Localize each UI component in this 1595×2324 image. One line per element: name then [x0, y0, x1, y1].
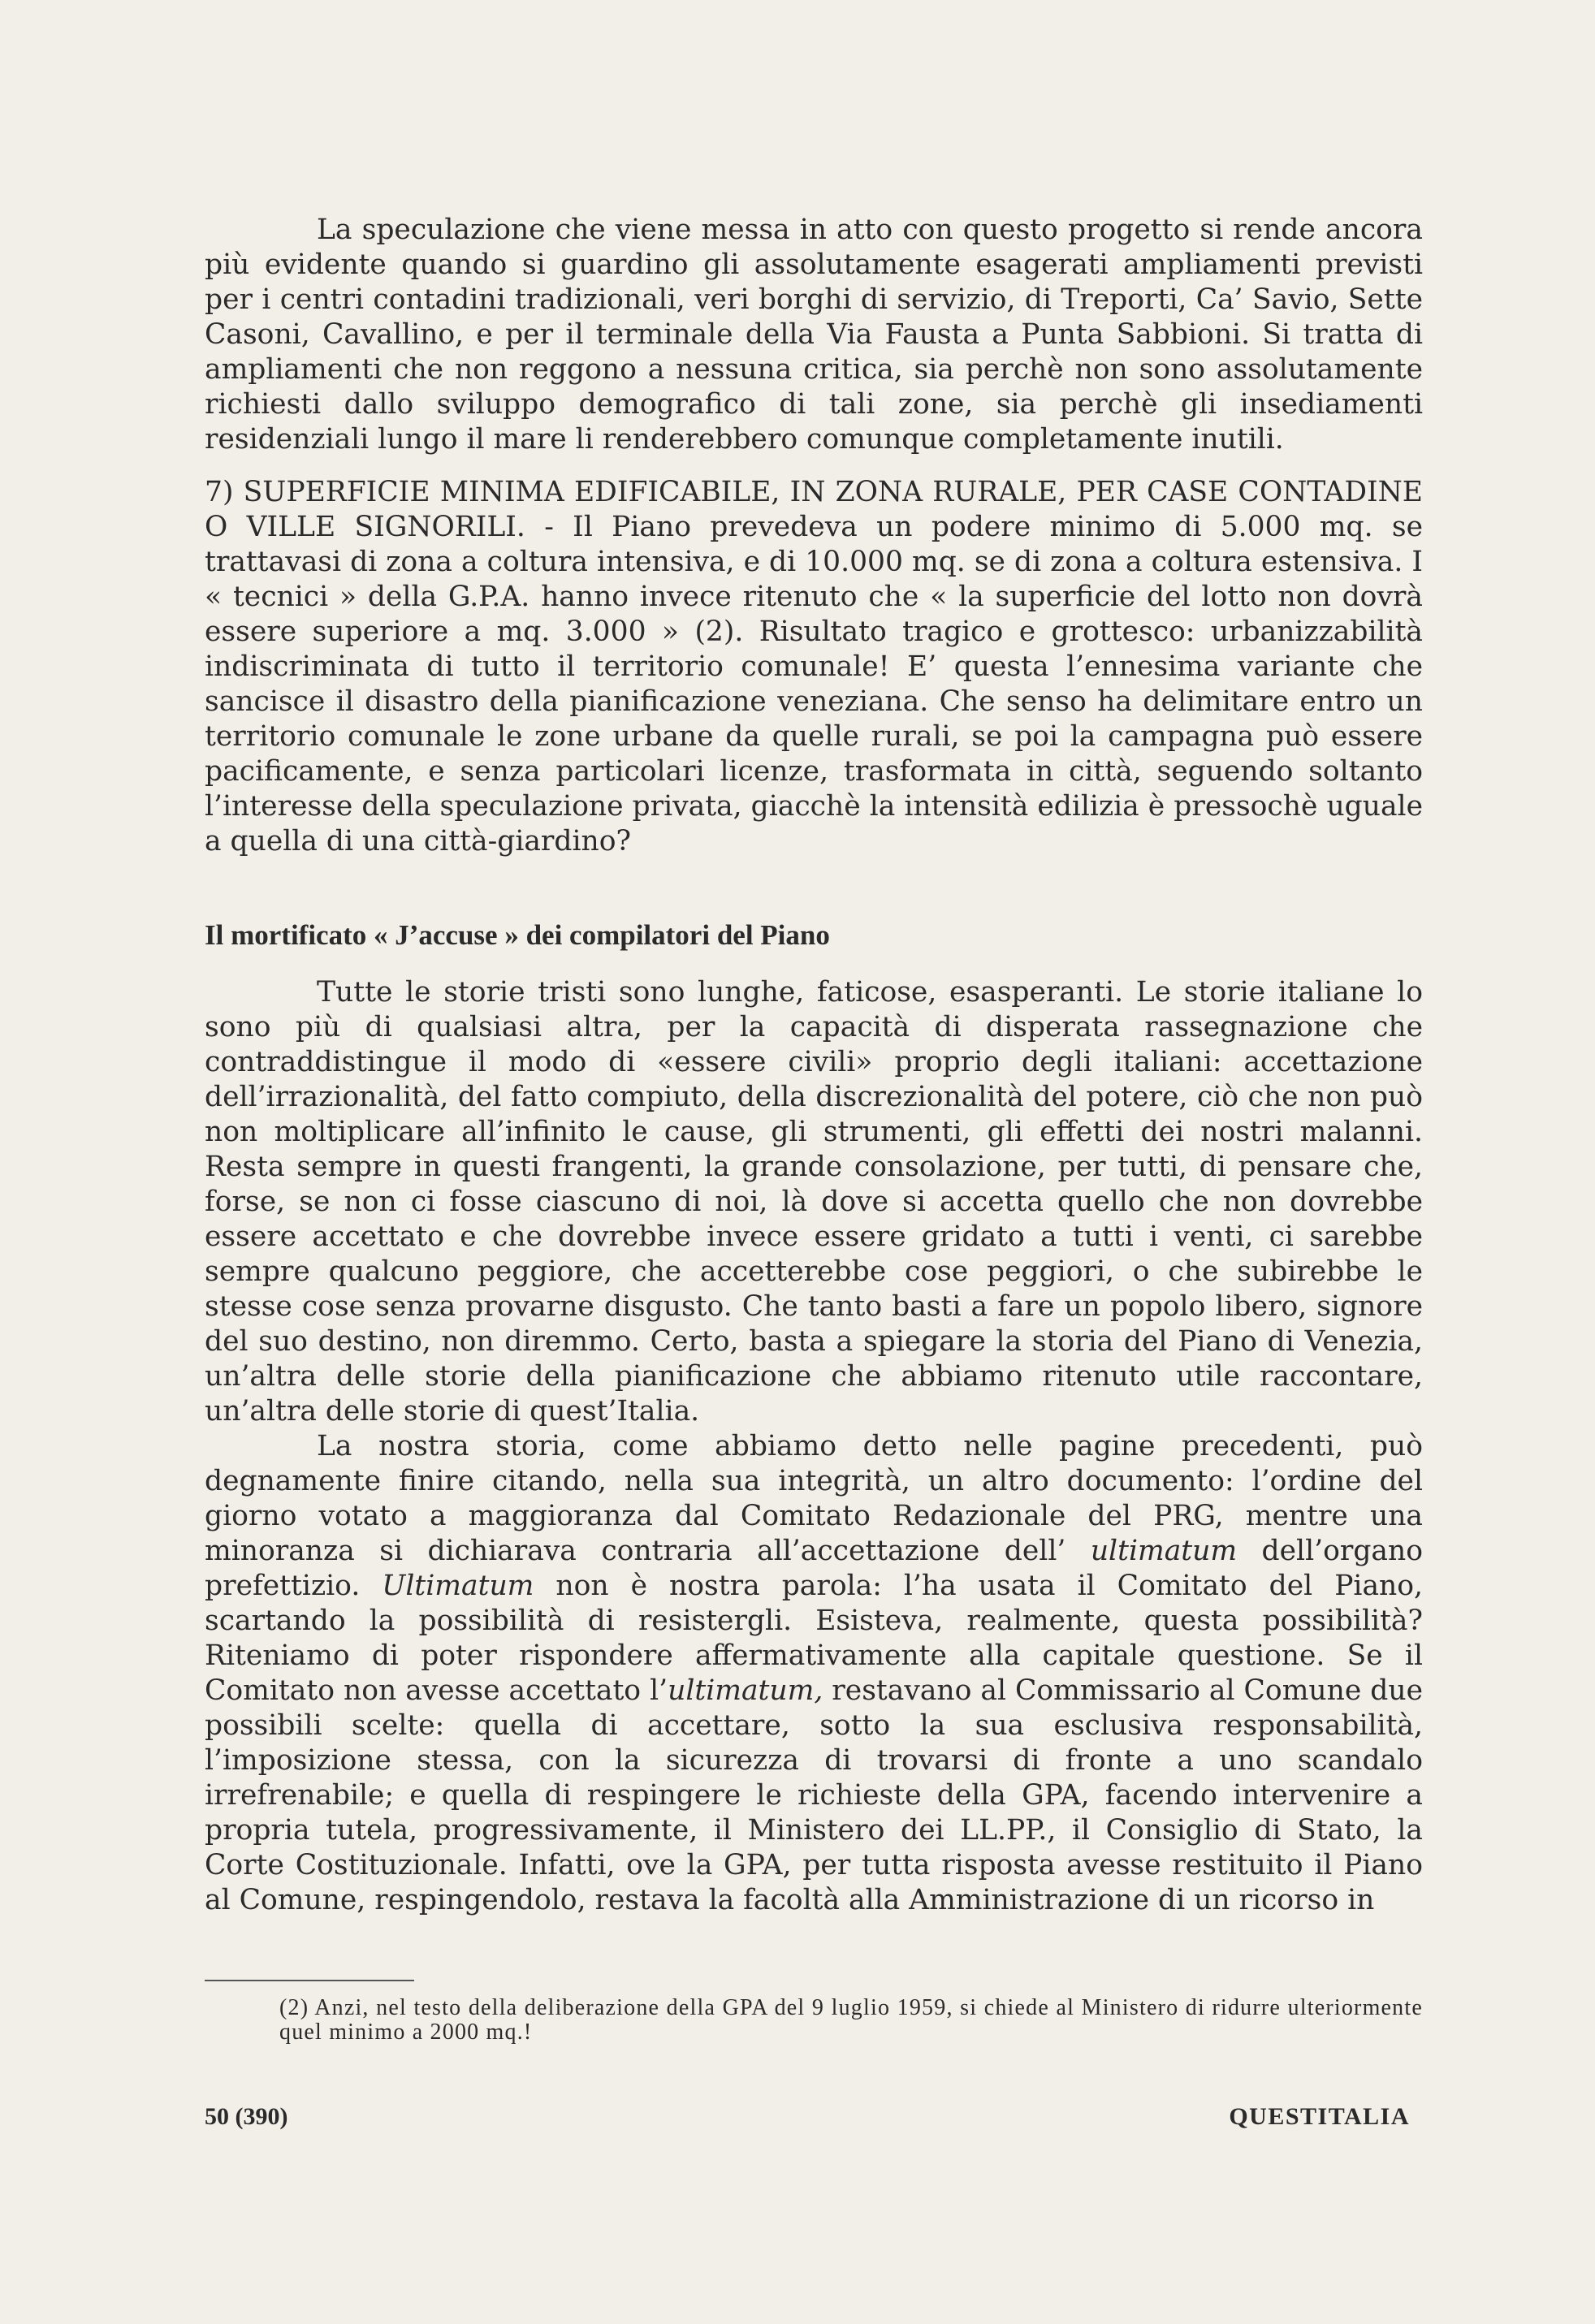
- section-heading: Il mortificato « J’accuse » dei compilatori del Piano: [205, 919, 830, 951]
- page-number: 50 (390): [205, 2103, 288, 2130]
- paragraph-sad-stories: Tutte le storie tristi sono lunghe, faticose, esasperanti. Le storie italiane lo sono più di qualsiasi altra, per la capacità di disperata rassegnazione che contraddistingue il modo di «essere civili» proprio degli italiani: accettazione dell’irrazionalità, del fatto compiuto, della discrezionalità del potere, ciò che non può non moltiplicare all’infinito le cause, gli strumenti, gli effetti dei nostri malanni. Resta sempre in questi frangenti, la grande consolazione, per tutti, di pensare che, forse, se non ci fosse ciascuno di noi, là dove si accetta quello che non dovrebbe essere accettato e che dovrebbe invece essere gridato a tutti i venti, ci sarebbe sempre qualcuno peggiore, che accetterebbe cose peggiori, o che subirebbe le stesse cose senza provarne disgusto. Che tanto basti a fare un popolo libero, signore del suo destino, non diremmo. Certo, basta a spiegare la storia del Piano di Venezia, un’altra delle storie della pianificazione che abbiamo ritenuto utile raccontare, un’altra delle storie di quest’Italia.: [205, 976, 1423, 1428]
- journal-name: QUESTITALIA: [1229, 2103, 1410, 2130]
- text-run: dell’organo prefettizio.: [205, 1535, 1423, 1602]
- paragraph-minimum-surface: 7) SUPERFICIE MINIMA EDIFICABILE, IN ZONA RURALE, PER CASE CONTADINE O VILLE SIGNORILI. - Il Piano prevedeva un podere minimo di 5.000 mq. se trattavasi di zona a coltura intensiva, e di 10.000 mq. se di zona a coltura estensiva. I « tecnici » della G.P.A. hanno invece ritenuto che « la superficie del lotto non dovrà essere superiore a mq. 3.000 » (2). Risultato tragico e grottesco: urbanizzabilità indiscriminata di tutto il territorio comunale! E’ questa l’ennesima variante che sancisce il disastro della pianificazione veneziana. Che senso ha delimitare entro un territorio comunale le zone urbane da quelle rurali, se poi la campagna può essere pacificamente, e senza particolari licenze, trasformata in città, seguendo soltanto l’interesse della speculazione privata, giacchè la intensità edilizia è pressochè uguale a quella di una città-giardino?: [205, 476, 1423, 857]
- page-body: [205, 213, 1423, 1918]
- footnote: [205, 1996, 1423, 2045]
- italic-term: ultimatum: [1090, 1535, 1238, 1567]
- text-run: non è nostra parola: l’ha usata il Comitato del Piano, scartando la possibilità di resistergli. Esisteva, realmente, questa possibilità? Riteniamo di poter rispondere affermativamente alla capitale questione. Se il Comitato non avesse accettato l’: [205, 1570, 1423, 1707]
- footnote-divider: [205, 1980, 414, 1981]
- italic-term: ultimatum,: [668, 1674, 823, 1707]
- italic-term: Ultimatum: [382, 1570, 534, 1602]
- footnote-text: (2) Anzi, nel testo della deliberazione della GPA del 9 luglio 1959, si chiede al Ministero di ridurre ulteriormente quel minimo a 2000 mq.!: [279, 1995, 1423, 2045]
- text-run: restavano al Commissario al Comune due possibili scelte: quella di accettare, sotto la sua esclusiva responsabilità, l’imposizione stessa, con la sicurezza di trovarsi di fronte a uno scandalo irrefrenabile; e quella di respingere le richieste della GPA, facendo intervenire a propria tutela, progressivamente, il Ministero dei LL.PP., il Consiglio di Stato, la Corte Costituzionale. Infatti, ove la GPA, per tutta risposta avesse restituito il Piano al Comune, respingendolo, restava la facoltà alla Amministrazione di un ricorso in: [205, 1674, 1423, 1916]
- text-run: La nostra storia, come abbiamo detto nelle pagine precedenti, può degnamente finire citando, nella sua integrità, un altro documento: l’ordine del giorno votato a maggioranza dal Comitato Redazionale del PRG, mentre una minoranza si dichiarava contraria all’accettazione dell’: [205, 1430, 1423, 1567]
- paragraph-speculation: La speculazione che viene messa in atto con questo progetto si rende ancora più evidente quando si guardino gli assolutamente esagerati ampliamenti previsti per i centri contadini tradizionali, veri borghi di servizio, di Treporti, Ca’ Savio, Sette Casoni, Cavallino, e per il terminale della Via Fausta a Punta Sabbioni. Si tratta di ampliamenti che non reggono a nessuna critica, sia perchè non sono assolutamente richiesti dallo sviluppo demografico di tali zone, sia perchè gli insediamenti residenziali lungo il mare li renderebbero comunque completamente inutili.: [205, 214, 1423, 456]
- paragraph-our-story: [205, 1429, 1423, 1918]
